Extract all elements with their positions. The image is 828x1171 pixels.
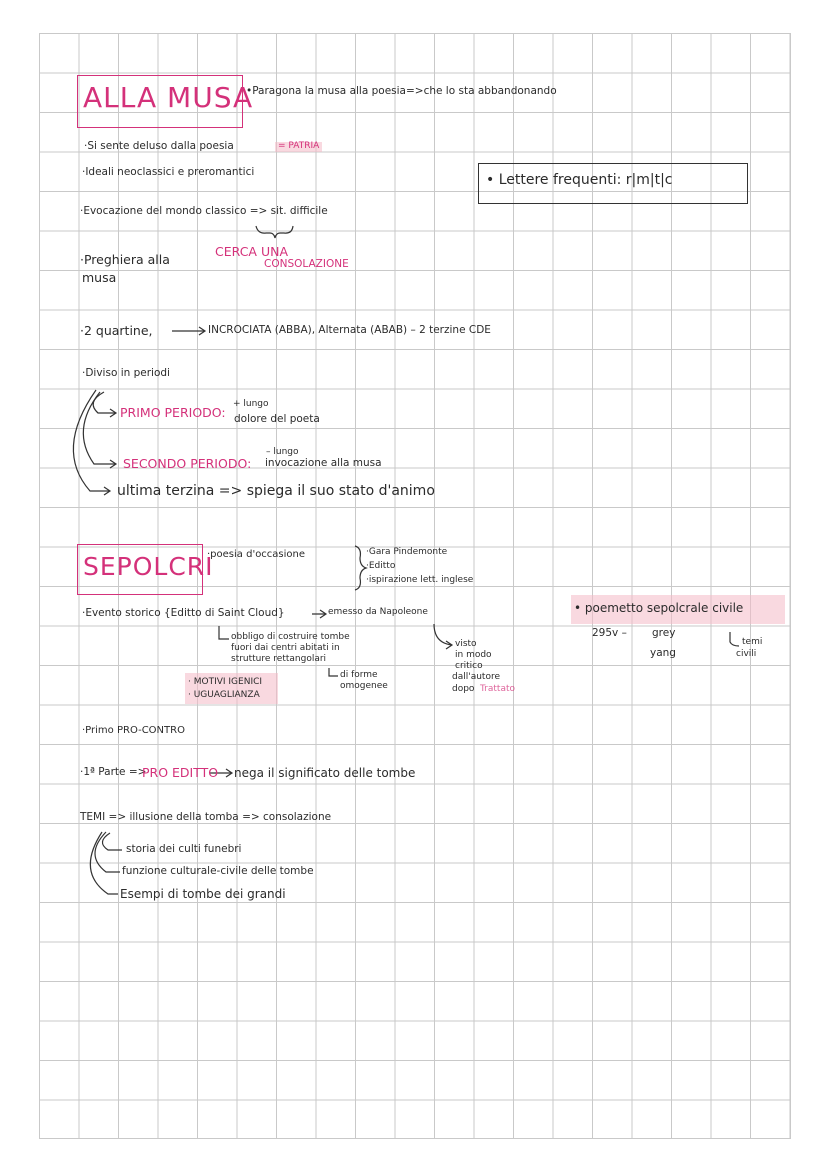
note-evocazione: ·Evocazione del mondo classico => sit. difficile [80, 205, 328, 217]
note-quartine: ·2 quartine, [80, 323, 153, 338]
note-patria: = PATRIA [275, 142, 322, 152]
note-emesso: emesso da Napoleone [328, 607, 428, 617]
note-primo-1: + lungo [233, 399, 269, 409]
note-gara: ·Gara Pindemonte [366, 547, 448, 557]
note-secondo-1: – lungo [266, 447, 299, 457]
note-ispirazione: ·ispirazione lett. inglese [366, 575, 474, 585]
note-nega: nega il significato delle tombe [234, 766, 416, 780]
note-consolazione: CONSOLAZIONE [264, 258, 349, 270]
note-visto-1: visto [455, 639, 477, 649]
note-secondo-2: invocazione alla musa [265, 457, 382, 469]
note-parte: ·1ª Parte => [80, 766, 147, 778]
note-motivi-1: · MOTIVI IGENICI [188, 677, 263, 687]
note-primo-2: dolore del poeta [234, 413, 320, 425]
note-motivi-2: · UGUAGLIANZA [188, 690, 260, 700]
note-occasione: ·poesia d'occasione [207, 549, 306, 560]
note-temi-civili-1: temi [742, 637, 763, 647]
note-cerca: CERCA UNA [215, 244, 288, 259]
note-pro-editto: PRO EDITTO [142, 765, 219, 780]
note-temi: TEMI => illusione della tomba => consolazione [80, 811, 332, 823]
note-forme-2: omogenee [340, 681, 388, 691]
note-ideali: ·Ideali neoclassici e preromantici [82, 166, 255, 178]
note-lettere: • Lettere frequenti: r|m|t|c [486, 172, 673, 188]
note-yang: yang [650, 647, 676, 659]
note-trattato: Trattato [480, 684, 515, 694]
note-paragona: •Paragona la musa alla poesia=>che lo sta abbandonando [246, 85, 557, 97]
label-secondo-periodo: SECONDO PERIODO: [123, 456, 252, 471]
note-forme-1: di forme [340, 670, 378, 680]
note-primo-pro-contro: ·Primo PRO-CONTRO [82, 725, 185, 736]
note-obbligo-3: strutture rettangolari [231, 654, 327, 664]
note-poemetto: • poemetto sepolcrale civile [574, 601, 744, 615]
section-title-alla-musa: ALLA MUSA [83, 81, 254, 114]
note-visto-5: dopo [452, 684, 475, 694]
note-evento: ·Evento storico {Editto di Saint Cloud} [82, 607, 285, 619]
note-storia: storia dei culti funebri [126, 843, 242, 855]
note-diviso: ·Diviso in periodi [82, 367, 170, 379]
note-visto-2: in modo [455, 650, 492, 660]
label-primo-periodo: PRIMO PERIODO: [120, 405, 226, 420]
note-funzione: funzione culturale-civile delle tombe [122, 865, 314, 877]
note-temi-civili-2: civili [736, 649, 757, 659]
note-ultima: ultima terzina => spiega il suo stato d'animo [117, 483, 435, 499]
note-schema: INCROCIATA (ABBA), Alternata (ABAB) – 2 terzine CDE [208, 324, 491, 336]
note-visto-4: dall'autore [452, 672, 500, 682]
note-versi: 295v – [592, 627, 627, 639]
note-deluso: ·Si sente deluso dalla poesia [84, 140, 234, 152]
section-title-sepolcri: SEPOLCRI [83, 552, 214, 581]
note-visto-3: critico [455, 661, 483, 671]
note-obbligo-1: obbligo di costruire tombe [231, 632, 350, 642]
note-grey: grey [652, 627, 676, 639]
note-obbligo-2: fuori dai centri abitati in [231, 643, 340, 653]
note-esempi: Esempi di tombe dei grandi [120, 887, 286, 901]
note-preghiera-2: musa [82, 270, 117, 285]
note-preghiera-1: ·Preghiera alla [80, 252, 170, 267]
note-editto: ·Editto [366, 561, 396, 571]
